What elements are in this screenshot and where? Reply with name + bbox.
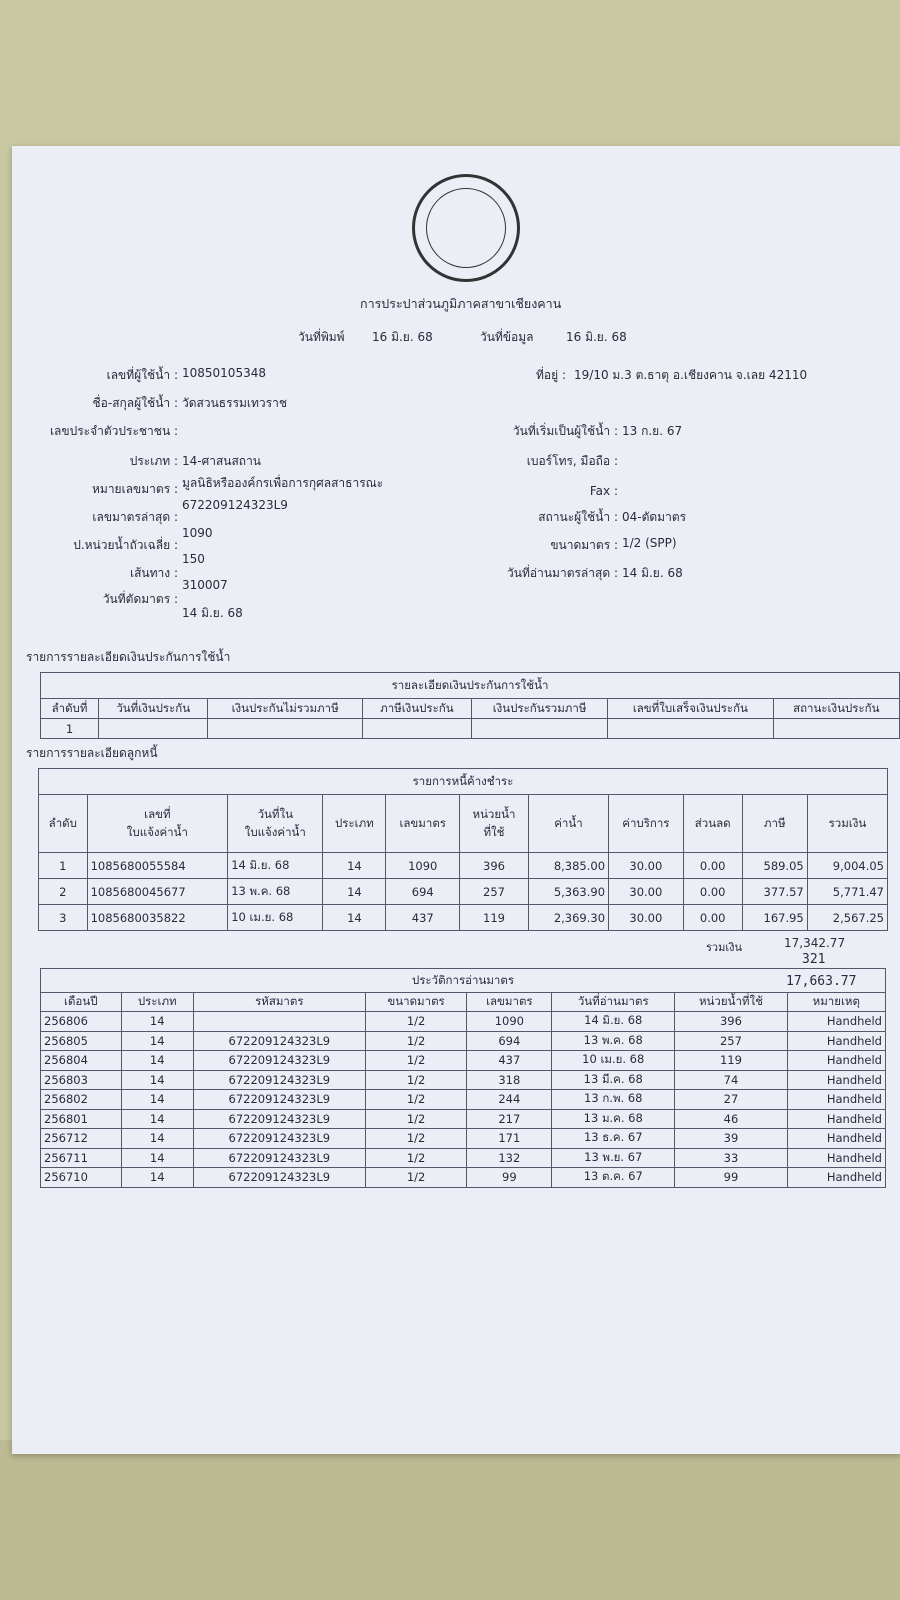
- deposit-cell: [362, 719, 471, 739]
- debt-cell: 694: [386, 879, 460, 905]
- debt-header-0: ลำดับ: [39, 795, 88, 853]
- history-table-title: ประวัติการอ่านมาตร: [41, 969, 886, 993]
- right-label-3: Fax :: [589, 484, 618, 498]
- history-cell: Handheld: [787, 1031, 885, 1051]
- history-cell: 257: [675, 1031, 787, 1051]
- left-label-5: เลขมาตรล่าสุด :: [92, 510, 178, 524]
- history-cell: 14 มิ.ย. 68: [552, 1012, 675, 1032]
- history-cell: Handheld: [787, 1051, 885, 1071]
- history-cell: 256711: [41, 1148, 122, 1168]
- history-cell: 14: [121, 1012, 193, 1032]
- history-cell: 1/2: [365, 1051, 467, 1071]
- history-cell: 119: [675, 1051, 787, 1071]
- deposit-header-1: วันที่เงินประกัน: [99, 699, 208, 719]
- debt-header-6: ค่าน้ำ: [528, 795, 608, 853]
- debt-cell: 30.00: [609, 879, 684, 905]
- debt-cell: 0.00: [683, 853, 742, 879]
- debt-cell: 1085680045677: [87, 879, 228, 905]
- deposit-cell: 1: [41, 719, 99, 739]
- history-cell: 256802: [41, 1090, 122, 1110]
- debt-table-title: รายการหนี้ค้างชำระ: [39, 769, 888, 795]
- history-cell: 1/2: [365, 1012, 467, 1032]
- left-label-7: เส้นทาง :: [130, 566, 178, 580]
- history-cell: 13 ธ.ค. 67: [552, 1129, 675, 1149]
- history-cell: 14: [121, 1109, 193, 1129]
- history-cell: 33: [675, 1148, 787, 1168]
- history-cell: 13 พ.ย. 67: [552, 1148, 675, 1168]
- table-row: [41, 1051, 886, 1071]
- debt-cell: 30.00: [609, 853, 684, 879]
- table-row: [41, 1070, 886, 1090]
- history-header-6: หน่วยน้ำที่ใช้: [675, 993, 787, 1012]
- debt-header-7: ค่าบริการ: [609, 795, 684, 853]
- history-cell: 13 ม.ค. 68: [552, 1109, 675, 1129]
- debt-cell: 1090: [386, 853, 460, 879]
- deposit-header-4: เงินประกันรวมภาษี: [471, 699, 607, 719]
- left-label-2: เลขประจำตัวประชาชน :: [49, 424, 178, 438]
- history-cell: 46: [675, 1109, 787, 1129]
- history-cell: 1/2: [365, 1168, 467, 1188]
- history-cell: 396: [675, 1012, 787, 1032]
- debt-header-9: ภาษี: [742, 795, 807, 853]
- table-row: [41, 1090, 886, 1110]
- history-cell: 1/2: [365, 1090, 467, 1110]
- history-cell: 256710: [41, 1168, 122, 1188]
- history-cell: 672209124323L9: [193, 1070, 365, 1090]
- history-cell: 672209124323L9: [193, 1168, 365, 1188]
- history-cell: Handheld: [787, 1168, 885, 1188]
- table-row: [41, 1168, 886, 1188]
- history-cell: Handheld: [787, 1109, 885, 1129]
- debt-cell: 5,771.47: [807, 879, 887, 905]
- history-cell: 13 ต.ค. 67: [552, 1168, 675, 1188]
- right-label-6: วันที่อ่านมาตรล่าสุด :: [507, 566, 618, 580]
- left-label-1: ชื่อ-สกุลผู้ใช้น้ำ :: [92, 396, 178, 410]
- debt-table: [38, 768, 888, 931]
- latest-meter: 672209124323L9: [182, 498, 288, 512]
- debt-cell: 589.05: [742, 853, 807, 879]
- history-cell: 437: [467, 1051, 552, 1071]
- history-cell: 1/2: [365, 1070, 467, 1090]
- address: 19/10 ม.3 ต.ธาตุ อ.เชียงคาน จ.เลย 42110: [574, 368, 808, 382]
- org-name: การประปาส่วนภูมิภาคสาขาเชียงคาน: [360, 296, 562, 311]
- debt-cell: 3: [39, 905, 88, 931]
- right-label-0: ที่อยู่ :: [535, 368, 566, 382]
- debt-cell: 1085680055584: [87, 853, 228, 879]
- history-cell: 217: [467, 1109, 552, 1129]
- customer-type: 14-ศาสนสถาน: [182, 454, 262, 468]
- history-cell: 13 มี.ค. 68: [552, 1070, 675, 1090]
- debt-cell: 14: [323, 879, 386, 905]
- history-cell: 672209124323L9: [193, 1148, 365, 1168]
- debt-total-label: รวมเงิน: [706, 941, 742, 954]
- history-cell: 14: [121, 1051, 193, 1071]
- history-cell: 1090: [467, 1012, 552, 1032]
- deposit-cell: [608, 719, 773, 739]
- meter-size: 1/2 (SPP): [622, 536, 677, 550]
- document-page: [12, 146, 900, 1454]
- debt-cell: 1: [39, 853, 88, 879]
- customer-id: 10850105348: [182, 366, 266, 380]
- table-row: [39, 905, 888, 931]
- history-cell: 14: [121, 1090, 193, 1110]
- history-cell: Handheld: [787, 1129, 885, 1149]
- pwa-seal-logo: [412, 174, 520, 282]
- debt-cell: 2: [39, 879, 88, 905]
- history-cell: 256801: [41, 1109, 122, 1129]
- debt-header-1: เลขที่ ใบแจ้งค่าน้ำ: [87, 795, 228, 853]
- route: 150: [182, 552, 205, 566]
- customer-status: 04-ตัดมาตร: [622, 510, 687, 524]
- history-cell: 694: [467, 1031, 552, 1051]
- history-cell: 244: [467, 1090, 552, 1110]
- history-header-4: เลขมาตร: [467, 993, 552, 1012]
- meter-history-table: [40, 968, 886, 1188]
- table-row: [41, 1148, 886, 1168]
- history-cell: 1/2: [365, 1031, 467, 1051]
- history-header-3: ขนาดมาตร: [365, 993, 467, 1012]
- history-cell: 14: [121, 1148, 193, 1168]
- debt-header-2: วันที่ใน ใบแจ้งค่าน้ำ: [228, 795, 323, 853]
- history-cell: 10 เม.ย. 68: [552, 1051, 675, 1071]
- debt-cell: 0.00: [683, 879, 742, 905]
- history-cell: 672209124323L9: [193, 1109, 365, 1129]
- debt-cell: 30.00: [609, 905, 684, 931]
- debt-cell: 14: [323, 853, 386, 879]
- debt-header-3: ประเภท: [323, 795, 386, 853]
- history-cell: 39: [675, 1129, 787, 1149]
- history-cell: 99: [467, 1168, 552, 1188]
- history-cell: 256712: [41, 1129, 122, 1149]
- right-label-1: วันที่เริ่มเป็นผู้ใช้น้ำ :: [512, 424, 618, 438]
- cut-meter-code: 310007: [182, 578, 228, 592]
- right-label-2: เบอร์โทร, มือถือ :: [526, 454, 618, 468]
- deposit-header-6: สถานะเงินประกัน: [773, 699, 899, 719]
- debt-cell: 257: [460, 879, 529, 905]
- history-cell: Handheld: [787, 1012, 885, 1032]
- deposit-header-3: ภาษีเงินประกัน: [362, 699, 471, 719]
- history-header-2: รหัสมาตร: [193, 993, 365, 1012]
- data-date: 16 มิ.ย. 68: [566, 330, 627, 344]
- history-cell: 256803: [41, 1070, 122, 1090]
- deposit-header-0: ลำดับที่: [41, 699, 99, 719]
- deposit-section-title: รายการรายละเอียดเงินประกันการใช้น้ำ: [26, 650, 231, 664]
- history-cell: 672209124323L9: [193, 1051, 365, 1071]
- debt-total-value: 17,342.77: [784, 936, 846, 950]
- deposit-cell: [99, 719, 208, 739]
- history-cell: 171: [467, 1129, 552, 1149]
- customer-name: วัดสวนธรรมเทวราช: [182, 396, 287, 410]
- debt-section-title: รายการรายละเอียดลูกหนี้: [26, 746, 158, 760]
- meter-number-desc: มูลนิธิหรือองค์กรเพื่อการกุศลสาธารณะ: [182, 476, 384, 490]
- debt-cell: 437: [386, 905, 460, 931]
- debt-cell: 2,369.30: [528, 905, 608, 931]
- history-cell: 13 ก.พ. 68: [552, 1090, 675, 1110]
- history-cell: Handheld: [787, 1070, 885, 1090]
- deposit-table-title: รายละเอียดเงินประกันการใช้น้ำ: [41, 673, 900, 699]
- history-cell: Handheld: [787, 1090, 885, 1110]
- debt-header-5: หน่วยน้ำ ที่ใช้: [460, 795, 529, 853]
- left-label-6: ป.หน่วยน้ำถัวเฉลี่ย :: [73, 538, 178, 552]
- history-cell: 14: [121, 1168, 193, 1188]
- history-cell: 1/2: [365, 1129, 467, 1149]
- history-cell: 672209124323L9: [193, 1129, 365, 1149]
- debt-cell: 1085680035822: [87, 905, 228, 931]
- history-cell: 256806: [41, 1012, 122, 1032]
- history-cell: 256804: [41, 1051, 122, 1071]
- table-row: [41, 719, 900, 739]
- history-header-7: หมายเหตุ: [787, 993, 885, 1012]
- history-cell: 318: [467, 1070, 552, 1090]
- deposit-table: [40, 672, 900, 739]
- history-cell: 13 พ.ค. 68: [552, 1031, 675, 1051]
- left-label-3: ประเภท :: [129, 454, 178, 468]
- table-row: [39, 879, 888, 905]
- print-date: 16 มิ.ย. 68: [372, 330, 433, 344]
- history-cell: 1/2: [365, 1109, 467, 1129]
- deposit-header-5: เลขที่ใบเสร็จเงินประกัน: [608, 699, 773, 719]
- avg-units: 1090: [182, 526, 213, 540]
- history-header-5: วันที่อ่านมาตร: [552, 993, 675, 1012]
- start-date: 13 ก.ย. 67: [622, 424, 683, 438]
- data-date-label: วันที่ข้อมูล: [480, 330, 534, 344]
- history-cell: 672209124323L9: [193, 1090, 365, 1110]
- print-date-label: วันที่พิมพ์: [298, 330, 345, 344]
- history-header-0: เดือนปี: [41, 993, 122, 1012]
- left-label-0: เลขที่ผู้ใช้น้ำ :: [106, 368, 178, 382]
- history-cell: 99: [675, 1168, 787, 1188]
- right-label-4: สถานะผู้ใช้น้ำ :: [538, 510, 618, 524]
- history-cell: Handheld: [787, 1148, 885, 1168]
- last-read-date: 14 มิ.ย. 68: [622, 566, 683, 580]
- history-header-1: ประเภท: [121, 993, 193, 1012]
- debt-header-8: ส่วนลด: [683, 795, 742, 853]
- left-label-4: หมายเลขมาตร :: [92, 482, 178, 496]
- left-label-8: วันที่ตัดมาตร :: [102, 592, 178, 606]
- history-cell: 14: [121, 1129, 193, 1149]
- debt-cell: 10 เม.ย. 68: [228, 905, 323, 931]
- deposit-cell: [471, 719, 607, 739]
- table-row: [41, 1129, 886, 1149]
- debt-cell: 14: [323, 905, 386, 931]
- right-label-5: ขนาดมาตร :: [550, 538, 618, 552]
- debt-cell: 13 พ.ค. 68: [228, 879, 323, 905]
- history-cell: 132: [467, 1148, 552, 1168]
- history-cell: 14: [121, 1031, 193, 1051]
- table-row: [41, 1031, 886, 1051]
- handwritten-total: 17,663.77: [786, 974, 857, 989]
- debt-cell: 377.57: [742, 879, 807, 905]
- table-row: [41, 1012, 886, 1032]
- history-cell: 27: [675, 1090, 787, 1110]
- deposit-cell: [773, 719, 899, 739]
- deposit-cell: [208, 719, 362, 739]
- deposit-header-2: เงินประกันไม่รวมภาษี: [208, 699, 362, 719]
- debt-cell: 167.95: [742, 905, 807, 931]
- table-row: [41, 1109, 886, 1129]
- cut-meter-date: 14 มิ.ย. 68: [182, 606, 243, 620]
- debt-header-4: เลขมาตร: [386, 795, 460, 853]
- history-cell: 672209124323L9: [193, 1031, 365, 1051]
- background-floor: [0, 1440, 900, 1600]
- debt-cell: 9,004.05: [807, 853, 887, 879]
- table-row: [39, 853, 888, 879]
- debt-cell: 0.00: [683, 905, 742, 931]
- debt-cell: 396: [460, 853, 529, 879]
- debt-header-10: รวมเงิน: [807, 795, 887, 853]
- debt-cell: 2,567.25: [807, 905, 887, 931]
- history-cell: 74: [675, 1070, 787, 1090]
- history-cell: 14: [121, 1070, 193, 1090]
- debt-cell: 8,385.00: [528, 853, 608, 879]
- debt-cell: 119: [460, 905, 529, 931]
- debt-cell: 14 มิ.ย. 68: [228, 853, 323, 879]
- history-cell: 256805: [41, 1031, 122, 1051]
- debt-cell: 5,363.90: [528, 879, 608, 905]
- history-cell: 1/2: [365, 1148, 467, 1168]
- handwritten-addition: 321: [802, 952, 826, 967]
- history-cell: [193, 1012, 365, 1032]
